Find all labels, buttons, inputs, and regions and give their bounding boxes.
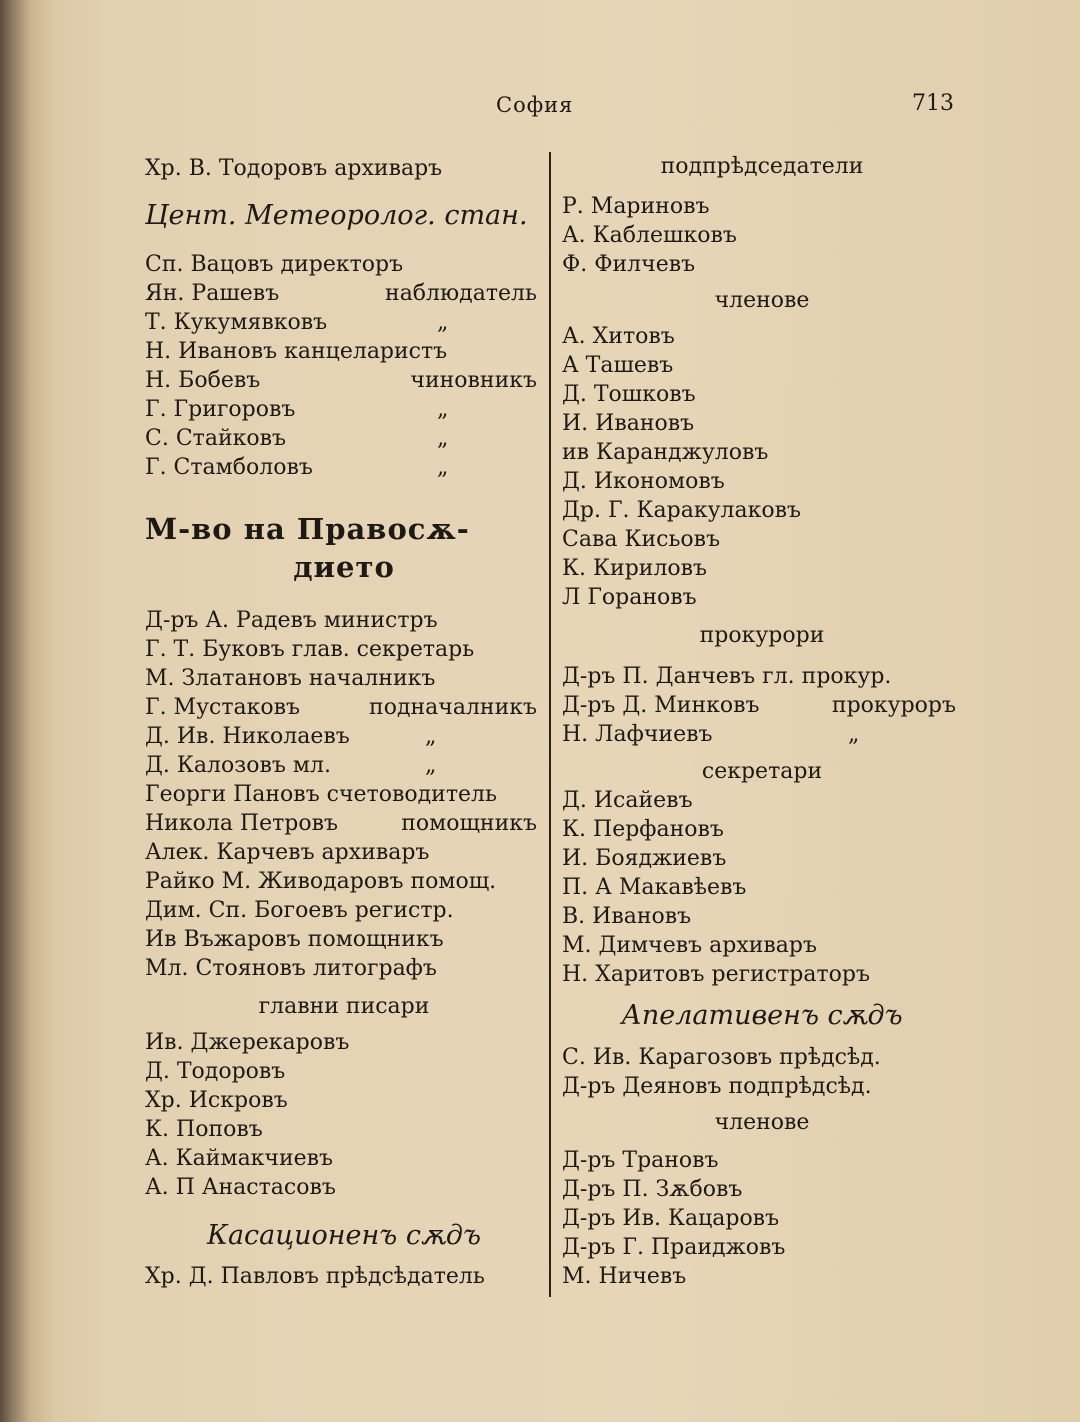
list-item: Д-ръ Д. Минковъ прокуроръ [562, 693, 956, 718]
list-item: Г. Т. Буковъ глав. секретарь [145, 637, 475, 662]
list-item: Т. Кукумявковъ „ [145, 310, 449, 335]
list-item: Д. Калозовъ мл. „ [145, 753, 437, 778]
subsection-heading-head-scribes: главни писари [258, 994, 430, 1019]
subsection-heading-members: членове [714, 288, 810, 313]
list-item: Сп. Вацовъ директоръ [145, 252, 404, 277]
list-item: Дим. Сп. Богоевъ регистр. [145, 898, 454, 923]
list-item: Мл. Стояновъ литографъ [145, 956, 437, 981]
list-item: А. Каблешковъ [562, 223, 737, 248]
list-item: Г. Мустаковъ подначалникъ [145, 695, 537, 720]
list-item: Р. Мариновъ [562, 194, 710, 219]
list-item: Райко М. Живодаровъ помощ. [145, 869, 497, 894]
list-item: К. Поповъ [145, 1117, 263, 1142]
running-header-title: София [496, 93, 574, 117]
list-item: С. Стайковъ „ [145, 426, 449, 451]
section-heading-ministry-line1: М-во на Правосѫ- [145, 512, 470, 546]
section-heading-appeal-court: Апелативенъ сѫдъ [621, 1000, 903, 1031]
subsection-heading-secretaries: секретари [701, 759, 823, 784]
list-item: Др. Г. Каракулаковъ [562, 498, 802, 523]
list-item: Д-ръ Г. Праиджовъ [562, 1235, 786, 1260]
list-item: Хр. В. Тодоровъ архиваръ [145, 156, 443, 181]
list-item: Д. Икономовъ [562, 469, 725, 494]
list-item: М. Димчевъ архиваръ [562, 933, 817, 958]
list-item: Д. Ив. Николаевъ „ [145, 724, 437, 749]
list-item: Н. Лафчиевъ „ [562, 722, 860, 747]
column-divider [549, 152, 551, 1297]
list-item: А. Хитовъ [562, 324, 675, 349]
list-item: Д. Тодоровъ [145, 1059, 286, 1084]
list-item: Л Горановъ [562, 585, 697, 610]
list-item: Д-ръ Ив. Кацаровъ [562, 1206, 780, 1231]
list-item: Н. Харитовъ регистраторъ [562, 962, 870, 987]
list-item: Хр. Д. Павловъ прѣдсѣдатель [145, 1264, 485, 1289]
list-item: ив Каранджуловъ [562, 440, 769, 465]
list-item: И. Ивановъ [562, 411, 695, 436]
list-item: Ив. Джерекаровъ [145, 1030, 350, 1055]
list-item: Хр. Искровъ [145, 1088, 288, 1113]
list-item: Ян. Рашевъ наблюдатель [145, 281, 537, 306]
list-item: Г. Стамболовъ „ [145, 455, 449, 480]
section-heading-meteorological-station: Цент. Метеоролог. стан. [145, 200, 528, 231]
list-item: Г. Григоровъ „ [145, 397, 449, 422]
list-item: А. П Анастасовъ [145, 1175, 336, 1200]
subsection-heading-vice-presidents: подпрѣдседатели [660, 154, 864, 179]
list-item: Д-ръ П. Данчевъ гл. прокур. [562, 664, 892, 689]
list-item: К. Перфановъ [562, 817, 724, 842]
list-item: Н. Бобевъ чиновникъ [145, 368, 537, 393]
list-item: И. Бояджиевъ [562, 846, 727, 871]
section-heading-ministry-line2: дието [293, 550, 395, 584]
list-item: Алек. Карчевъ архиваръ [145, 840, 430, 865]
section-heading-cassation-court: Касационенъ сѫдъ [207, 1220, 481, 1251]
list-item: П. А Макавѣевъ [562, 875, 747, 900]
list-item: С. Ив. Карагозовъ прѣдсѣд. [562, 1045, 881, 1070]
list-item: Д-ръ Трановъ [562, 1148, 719, 1173]
list-item: Д. Исайевъ [562, 788, 693, 813]
subsection-heading-prosecutors: прокурори [699, 623, 825, 648]
list-item: К. Кириловъ [562, 556, 708, 581]
list-item: Ив Въжаровъ помощникъ [145, 927, 444, 952]
list-item: А. Каймакчиевъ [145, 1146, 334, 1171]
list-item: Сава Кисьовъ [562, 527, 721, 552]
list-item: Д. Тошковъ [562, 382, 696, 407]
subsection-heading-appeal-members: членове [714, 1110, 810, 1135]
list-item: В. Ивановъ [562, 904, 692, 929]
list-item: Н. Ивановъ канцеларистъ [145, 339, 448, 364]
list-item: Д-ръ А. Радевъ министръ [145, 608, 438, 633]
list-item: М. Златановъ началникъ [145, 666, 436, 691]
list-item: Ф. Филчевъ [562, 252, 696, 277]
list-item: Д-ръ П. Зѫбовъ [562, 1177, 743, 1202]
list-item: М. Ничевъ [562, 1264, 687, 1289]
list-item: Никола Петровъ помощникъ [145, 811, 537, 836]
list-item: Д-ръ Деяновъ подпрѣдсѣд. [562, 1074, 872, 1099]
list-item: А Ташевъ [562, 353, 674, 378]
page-number: 713 [912, 91, 954, 116]
list-item: Георги Пановъ счетоводитель [145, 782, 497, 807]
